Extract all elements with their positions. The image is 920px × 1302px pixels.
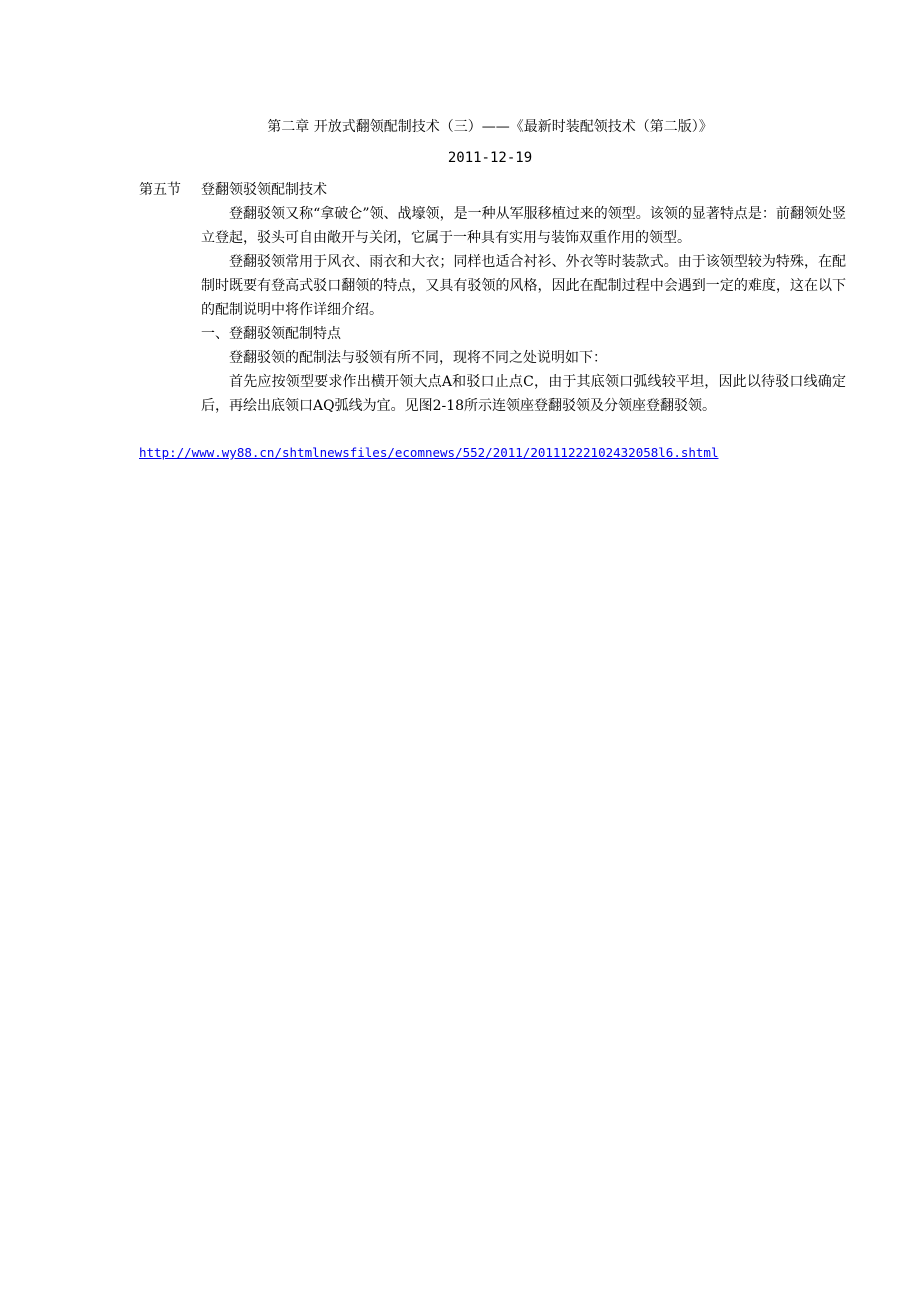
subsection-heading: 一、登翻驳领配制特点	[201, 326, 341, 342]
section-title: 登翻领驳领配制技术	[201, 182, 327, 198]
body-paragraph: 登翻驳领又称“拿破仑”领、战壕领，是一种从军服移植过来的领型。该领的显著特点是：前翻领处竖立登起，驳头可自由敞开与关闭，它属于一种具有实用与装饰双重作用的领型。	[201, 206, 846, 246]
body-paragraph: 首先应按领型要求作出横开领大点A和驳口止点C，由于其底领口弧线较平坦，因此以待驳口线确定后，再绘出底领口AQ弧线为宜。见图2-18所示连领座登翻驳领及分领座登翻驳领。	[201, 374, 846, 414]
chapter-title: 第二章 开放式翻领配制技术（三）——《最新时装配领技术（第二版）》	[267, 119, 713, 135]
publish-date: 2011-12-19	[447, 150, 533, 166]
section-body	[201, 202, 846, 418]
source-link[interactable]: http://www.wy88.cn/shtmlnewsfiles/ecomnews/552/2011/20111222102432058l6.shtml	[139, 445, 719, 460]
body-paragraph: 登翻驳领常用于风衣、雨衣和大衣；同样也适合衬衫、外衣等时装款式。由于该领型较为特殊，在配制时既要有登高式驳口翻领的特点，又具有驳领的风格，因此在配制过程中会遇到一定的难度，这在以下的配制说明中将作详细介绍。	[201, 254, 846, 318]
section-heading	[139, 178, 327, 202]
body-paragraph: 登翻驳领的配制法与驳领有所不同，现将不同之处说明如下：	[229, 350, 607, 366]
section-number: 第五节	[139, 182, 181, 198]
